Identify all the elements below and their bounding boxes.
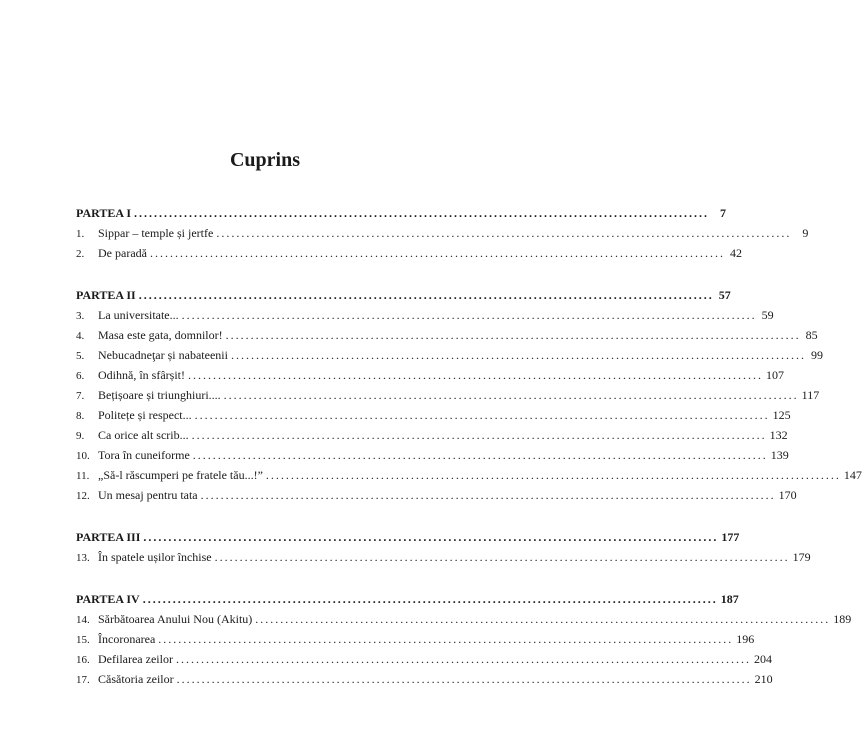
- chapter-title: Politețe și respect...: [98, 408, 192, 422]
- toc-entry: [76, 305, 774, 325]
- chapter-title: De paradă: [98, 246, 147, 260]
- part-page-number: 7: [720, 206, 727, 220]
- dot-leader: ...................................................................................................................: [191, 428, 767, 442]
- chapter-title: Ca orice alt scrib...: [98, 428, 189, 442]
- toc-entry: [76, 649, 772, 669]
- dot-leader: ...................................................................................................................: [255, 612, 831, 626]
- chapter-title: Masa este gata, domnilor!: [98, 328, 223, 342]
- chapter-number: 10.: [76, 450, 90, 462]
- part-label: PARTEA I: [76, 206, 132, 220]
- chapter-number: 13.: [76, 552, 90, 564]
- chapter-page-number: 132: [769, 428, 788, 442]
- chapter-number: 12.: [76, 490, 90, 502]
- chapter-number: 7.: [76, 390, 85, 402]
- dot-leader: ...................................................................................................................: [230, 348, 806, 362]
- chapter-page-number: 179: [792, 550, 811, 564]
- toc-entry: [76, 345, 823, 365]
- toc-entry: [76, 223, 809, 243]
- part-label: PARTEA III: [76, 530, 141, 544]
- toc-part-heading: [76, 203, 727, 223]
- chapter-page-number: 204: [753, 652, 772, 666]
- toc-entry: [76, 547, 811, 567]
- chapter-number: 3.: [76, 310, 85, 322]
- dot-leader: ...................................................................................................................: [138, 288, 714, 302]
- dot-leader: ...................................................................................................................: [216, 226, 792, 240]
- dot-leader: ...................................................................................................................: [181, 308, 757, 322]
- table-of-contents: [76, 203, 862, 689]
- toc-entry: [76, 629, 755, 649]
- dot-leader: ...................................................................................................................: [187, 368, 763, 382]
- chapter-title: Încoronarea: [98, 632, 156, 646]
- toc-entry: [76, 669, 773, 689]
- dot-leader: ...................................................................................................................: [265, 468, 841, 482]
- toc-entry: [76, 465, 862, 485]
- part-page-number: 57: [718, 288, 731, 302]
- chapter-title: Căsătoria zeilor: [98, 672, 174, 686]
- chapter-title: Defilarea zeilor: [98, 652, 173, 666]
- chapter-page-number: 85: [805, 328, 818, 342]
- toc-entry: [76, 425, 788, 445]
- chapter-title: În spatele ușilor închise: [98, 550, 212, 564]
- chapter-page-number: 196: [736, 632, 755, 646]
- toc-entry: [76, 609, 852, 629]
- chapter-number: 2.: [76, 248, 85, 260]
- toc-entry: [76, 385, 820, 405]
- chapter-page-number: 9: [802, 226, 809, 240]
- dot-leader: ...................................................................................................................: [134, 206, 710, 220]
- toc-entry: [76, 325, 818, 345]
- chapter-page-number: 125: [772, 408, 791, 422]
- chapter-number: 1.: [76, 228, 85, 240]
- dot-leader: ...................................................................................................................: [175, 652, 751, 666]
- chapter-number: 14.: [76, 614, 90, 626]
- chapter-page-number: 139: [770, 448, 789, 462]
- dot-leader: ...................................................................................................................: [194, 408, 770, 422]
- chapter-number: 17.: [76, 674, 90, 686]
- chapter-number: 8.: [76, 410, 85, 422]
- dot-leader: ...................................................................................................................: [143, 530, 719, 544]
- chapter-number: 11.: [76, 470, 90, 482]
- toc-entry: [76, 243, 742, 263]
- chapter-page-number: 170: [778, 488, 797, 502]
- chapter-number: 5.: [76, 350, 85, 362]
- dot-leader: ...................................................................................................................: [176, 672, 752, 686]
- chapter-title: Bețișoare și triunghiuri....: [98, 388, 221, 402]
- chapter-page-number: 189: [833, 612, 852, 626]
- chapter-title: La universitate...: [98, 308, 179, 322]
- dot-leader: ...................................................................................................................: [200, 488, 776, 502]
- dot-leader: ...................................................................................................................: [225, 328, 801, 342]
- chapter-page-number: 99: [810, 348, 823, 362]
- dot-leader: ...................................................................................................................: [192, 448, 768, 462]
- chapter-number: 9.: [76, 430, 85, 442]
- chapter-page-number: 59: [761, 308, 774, 322]
- dot-leader: ...................................................................................................................: [149, 246, 725, 260]
- dot-leader: ...................................................................................................................: [158, 632, 734, 646]
- chapter-title: Sărbătoarea Anului Nou (Akitu): [98, 612, 253, 626]
- toc-part-heading: [76, 527, 740, 547]
- chapter-number: 15.: [76, 634, 90, 646]
- chapter-title: Nebucadneţar și nabateenii: [98, 348, 228, 362]
- chapter-number: 16.: [76, 654, 90, 666]
- toc-entry: [76, 405, 791, 425]
- chapter-title: Sippar – temple și jertfe: [98, 226, 214, 240]
- chapter-title: Odihnă, în sfârșit!: [98, 368, 185, 382]
- chapter-page-number: 117: [801, 388, 820, 402]
- chapter-title: „Să-l răscumperi pe fratele tău...!”: [98, 468, 263, 482]
- toc-entry: [76, 445, 789, 465]
- part-page-number: 177: [721, 530, 740, 544]
- chapter-title: Un mesaj pentru tata: [98, 488, 198, 502]
- chapter-number: 4.: [76, 330, 85, 342]
- dot-leader: ...................................................................................................................: [214, 550, 790, 564]
- chapter-page-number: 107: [765, 368, 784, 382]
- chapter-title: Tora în cuneiforme: [98, 448, 190, 462]
- toc-part-heading: [76, 285, 731, 305]
- page-title: Cuprins: [229, 149, 301, 171]
- chapter-page-number: 147: [843, 468, 862, 482]
- chapter-page-number: 210: [754, 672, 773, 686]
- toc-entry: [76, 485, 797, 505]
- part-page-number: 187: [720, 592, 739, 606]
- chapter-number: 6.: [76, 370, 85, 382]
- toc-part-heading: [76, 589, 739, 609]
- part-label: PARTEA IV: [76, 592, 140, 606]
- chapter-page-number: 42: [729, 246, 742, 260]
- toc-entry: [76, 365, 784, 385]
- part-label: PARTEA II: [76, 288, 136, 302]
- dot-leader: ...................................................................................................................: [223, 388, 799, 402]
- dot-leader: ...................................................................................................................: [142, 592, 718, 606]
